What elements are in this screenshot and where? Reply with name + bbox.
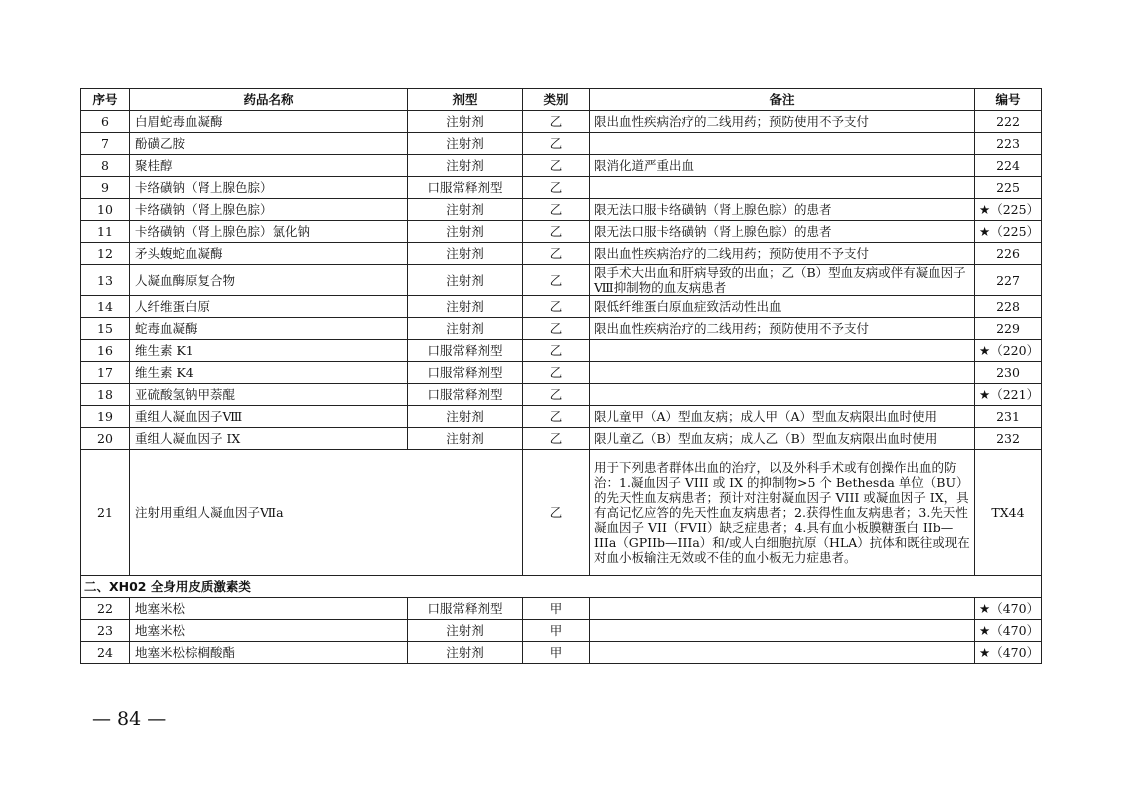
cell-category: 乙 <box>523 111 590 133</box>
cell-name: 地塞米松棕榈酸酯 <box>130 642 408 664</box>
table-row <box>81 620 1042 642</box>
cell-form: 注射剂 <box>408 243 523 265</box>
cell-category: 乙 <box>523 318 590 340</box>
cell-name: 卡络磺钠（肾上腺色腙）氯化钠 <box>130 221 408 243</box>
cell-form: 注射剂 <box>408 199 523 221</box>
cell-no: 15 <box>81 318 130 340</box>
cell-no: 13 <box>81 265 130 296</box>
cell-name: 人纤维蛋白原 <box>130 296 408 318</box>
cell-code: 225 <box>975 177 1042 199</box>
cell-name: 地塞米松 <box>130 620 408 642</box>
cell-note <box>590 384 975 406</box>
cell-name: 地塞米松 <box>130 598 408 620</box>
cell-form: 口服常释剂型 <box>408 340 523 362</box>
cell-note: 限出血性疾病治疗的二线用药；预防使用不予支付 <box>590 111 975 133</box>
cell-no: 22 <box>81 598 130 620</box>
header-note: 备注 <box>590 89 975 111</box>
cell-name: 矛头蝮蛇血凝酶 <box>130 243 408 265</box>
cell-no: 23 <box>81 620 130 642</box>
cell-category: 乙 <box>523 221 590 243</box>
table-row <box>81 450 1042 576</box>
cell-note: 限无法口服卡络磺钠（肾上腺色腙）的患者 <box>590 221 975 243</box>
cell-no: 21 <box>81 450 130 576</box>
cell-note <box>590 133 975 155</box>
cell-category: 乙 <box>523 406 590 428</box>
cell-code: ★（220） <box>975 340 1042 362</box>
cell-name: 蛇毒血凝酶 <box>130 318 408 340</box>
header-category: 类别 <box>523 89 590 111</box>
table-row <box>81 384 1042 406</box>
cell-code: 223 <box>975 133 1042 155</box>
cell-no: 10 <box>81 199 130 221</box>
cell-category: 乙 <box>523 199 590 221</box>
header-name: 药品名称 <box>130 89 408 111</box>
cell-form: 口服常释剂型 <box>408 384 523 406</box>
cell-category: 甲 <box>523 620 590 642</box>
cell-name: 维生素 K4 <box>130 362 408 384</box>
cell-note <box>590 340 975 362</box>
cell-no: 14 <box>81 296 130 318</box>
table-row <box>81 428 1042 450</box>
section-heading: 二、XH02 全身用皮质激素类 <box>81 576 1042 598</box>
table-row <box>81 265 1042 296</box>
cell-name: 亚硫酸氢钠甲萘醌 <box>130 384 408 406</box>
table-row <box>81 340 1042 362</box>
section-row <box>81 576 1042 598</box>
cell-category: 乙 <box>523 133 590 155</box>
cell-form: 注射剂 <box>408 155 523 177</box>
cell-code: 227 <box>975 265 1042 296</box>
table-row <box>81 243 1042 265</box>
cell-category: 甲 <box>523 642 590 664</box>
cell-note: 限消化道严重出血 <box>590 155 975 177</box>
cell-note: 限儿童甲（A）型血友病；成人甲（A）型血友病限出血时使用 <box>590 406 975 428</box>
cell-note: 限手术大出血和肝病导致的出血；乙（B）型血友病或伴有凝血因子Ⅷ抑制物的血友病患者 <box>590 265 975 296</box>
cell-category: 乙 <box>523 428 590 450</box>
cell-category: 乙 <box>523 450 590 576</box>
cell-category: 乙 <box>523 296 590 318</box>
cell-category: 乙 <box>523 155 590 177</box>
cell-code: TX44 <box>975 450 1042 576</box>
cell-name: 酚磺乙胺 <box>130 133 408 155</box>
table-row <box>81 177 1042 199</box>
cell-no: 18 <box>81 384 130 406</box>
cell-no: 8 <box>81 155 130 177</box>
cell-note <box>590 177 975 199</box>
cell-category: 甲 <box>523 598 590 620</box>
cell-code: 230 <box>975 362 1042 384</box>
cell-no: 16 <box>81 340 130 362</box>
cell-note <box>590 598 975 620</box>
cell-form: 注射剂 <box>408 406 523 428</box>
cell-code: ★（470） <box>975 620 1042 642</box>
cell-form: 注射剂 <box>408 111 523 133</box>
cell-name: 重组人凝血因子 IX <box>130 428 408 450</box>
cell-form: 注射剂 <box>408 265 523 296</box>
cell-code: ★（470） <box>975 598 1042 620</box>
cell-no: 17 <box>81 362 130 384</box>
cell-no: 6 <box>81 111 130 133</box>
cell-note <box>590 620 975 642</box>
cell-form: 口服常释剂型 <box>408 598 523 620</box>
cell-no: 12 <box>81 243 130 265</box>
cell-code: ★（470） <box>975 642 1042 664</box>
table-row <box>81 362 1042 384</box>
table-row <box>81 296 1042 318</box>
cell-form: 注射剂 <box>408 221 523 243</box>
cell-no: 7 <box>81 133 130 155</box>
page-number: — 84 — <box>92 708 167 730</box>
cell-no: 19 <box>81 406 130 428</box>
cell-form: 口服常释剂型 <box>408 362 523 384</box>
cell-code: 228 <box>975 296 1042 318</box>
cell-form: 注射剂 <box>408 428 523 450</box>
cell-form: 注射剂 <box>408 642 523 664</box>
drug-table <box>80 88 1042 664</box>
cell-code: ★（225） <box>975 221 1042 243</box>
cell-category: 乙 <box>523 340 590 362</box>
table-row <box>81 642 1042 664</box>
cell-name: 白眉蛇毒血凝酶 <box>130 111 408 133</box>
cell-category: 乙 <box>523 177 590 199</box>
cell-note <box>590 362 975 384</box>
cell-note: 限出血性疾病治疗的二线用药；预防使用不予支付 <box>590 243 975 265</box>
cell-note: 限无法口服卡络磺钠（肾上腺色腙）的患者 <box>590 199 975 221</box>
cell-form: 注射剂 <box>408 133 523 155</box>
cell-category: 乙 <box>523 362 590 384</box>
cell-no: 11 <box>81 221 130 243</box>
table-row <box>81 111 1042 133</box>
table-header-row <box>81 89 1042 111</box>
table-row <box>81 318 1042 340</box>
cell-form: 口服常释剂型 <box>408 177 523 199</box>
cell-name: 重组人凝血因子Ⅷ <box>130 406 408 428</box>
cell-code: 222 <box>975 111 1042 133</box>
cell-name: 注射用重组人凝血因子Ⅶa <box>130 450 523 576</box>
cell-form: 注射剂 <box>408 296 523 318</box>
cell-note: 用于下列患者群体出血的治疗，以及外科手术或有创操作出血的防治：1.凝血因子 VIII 或 IX 的抑制物>5 个 Bethesda 单位（BU）的先天性血友病患者；预计对注射凝血因子 VIII 或凝血因子 IX，具有高记忆应答的先天性血友病患者；2.获得性血友病患者；3.先天性凝血因子 VII（FVII）缺乏症患者；4.具有血小板膜糖蛋白 IIb—IIIa（GPIIb—IIIa）和/或人白细胞抗原（HLA）抗体和既往或现在对血小板输注无效或不佳的血小板无力症患者。 <box>590 450 975 576</box>
cell-code: ★（225） <box>975 199 1042 221</box>
cell-category: 乙 <box>523 265 590 296</box>
cell-form: 注射剂 <box>408 318 523 340</box>
table-row <box>81 133 1042 155</box>
table-row <box>81 598 1042 620</box>
cell-code: 224 <box>975 155 1042 177</box>
cell-no: 20 <box>81 428 130 450</box>
cell-note: 限儿童乙（B）型血友病；成人乙（B）型血友病限出血时使用 <box>590 428 975 450</box>
cell-note <box>590 642 975 664</box>
cell-name: 卡络磺钠（肾上腺色腙） <box>130 177 408 199</box>
cell-code: 226 <box>975 243 1042 265</box>
header-code: 编号 <box>975 89 1042 111</box>
cell-code: ★（221） <box>975 384 1042 406</box>
cell-note: 限低纤维蛋白原血症致活动性出血 <box>590 296 975 318</box>
cell-name: 人凝血酶原复合物 <box>130 265 408 296</box>
table-row <box>81 155 1042 177</box>
cell-name: 维生素 K1 <box>130 340 408 362</box>
cell-form: 注射剂 <box>408 620 523 642</box>
cell-no: 24 <box>81 642 130 664</box>
header-no: 序号 <box>81 89 130 111</box>
cell-name: 聚桂醇 <box>130 155 408 177</box>
header-form: 剂型 <box>408 89 523 111</box>
cell-code: 229 <box>975 318 1042 340</box>
cell-name: 卡络磺钠（肾上腺色腙） <box>130 199 408 221</box>
table-row <box>81 199 1042 221</box>
cell-category: 乙 <box>523 243 590 265</box>
cell-code: 232 <box>975 428 1042 450</box>
cell-no: 9 <box>81 177 130 199</box>
cell-category: 乙 <box>523 384 590 406</box>
table-row <box>81 406 1042 428</box>
table-row <box>81 221 1042 243</box>
cell-note: 限出血性疾病治疗的二线用药；预防使用不予支付 <box>590 318 975 340</box>
cell-code: 231 <box>975 406 1042 428</box>
